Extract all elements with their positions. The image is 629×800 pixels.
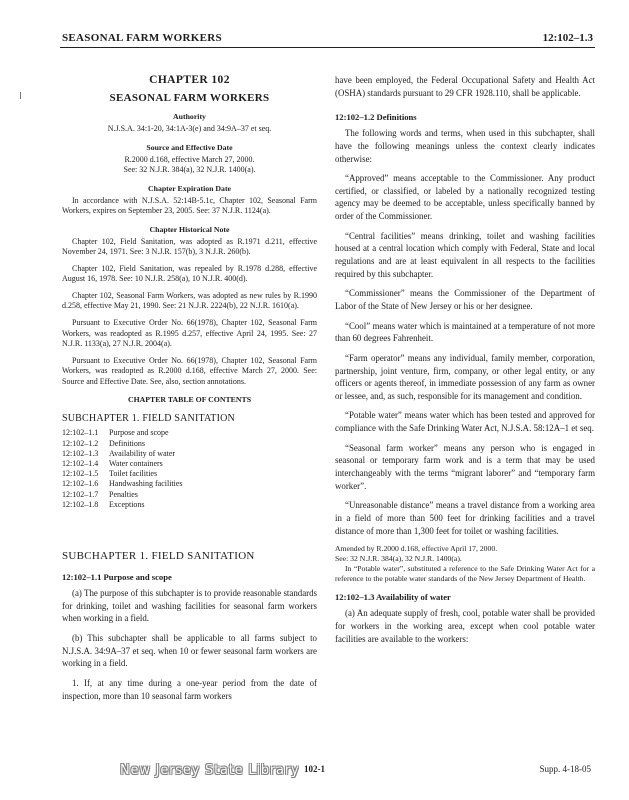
section-1-1-a: (a) The purpose of this subchapter is to provide reasonable standards for drinking, toilet and washing facilities for seasonal farm workers when working in a field. (62, 588, 317, 624)
definition-farm-operator: “Farm operator” means any individual, family member, corporation, partnership, joint venture, firm, company, or other legal entity, or any officers or agents thereof, in immediate possession of any farm as owner or lessee, and, as such, responsible for its management and condition. (335, 352, 595, 401)
history-heading: Chapter Historical Note (149, 224, 230, 234)
continued-text: have been employed, the Federal Occupational Safety and Health Act (OSHA) standards pursuant to 29 CFR 1928.110, shall be applicable. (335, 75, 595, 98)
history-note-5: Pursuant to Executive Order No. 66(1978), Chapter 102, Seasonal Farm Workers, was readopted as R.2000 d.168, effective March 27, 2000. See: Source and Effective Date. See, also, section annotations. (62, 355, 317, 386)
amendment-note-2: See: 32 N.J.R. 384(a), 32 N.J.R. 1400(a). (335, 554, 462, 564)
source-line-2: See: 32 N.J.R. 384(a), 32 N.J.R. 1400(a). (123, 165, 256, 175)
history-note-2: Chapter 102, Field Sanitation, was repealed by R.1978 d.288, effective August 16, 1978. See: 10 N.J.R. 258(a), 10 N.J.R. 400(d). (62, 263, 317, 284)
chapter-number: CHAPTER 102 (149, 74, 230, 86)
source-heading: Source and Effective Date (146, 142, 233, 152)
chapter-title: SEASONAL FARM WORKERS (109, 92, 270, 104)
toc-subchapter: SUBCHAPTER 1. FIELD SANITATION (62, 413, 235, 425)
definition-central-facilities: “Central facilities” means drinking, toilet and washing facilities housed at a central location which comply with Federal, State and local regulations and are at least equivalent in all respects to the facilities required by this subchapter. (335, 230, 595, 279)
section-heading-1-3: 12:102–1.3 Availability of water (335, 592, 451, 603)
definition-cool: “Cool” means water which is maintained at a temperature of not more than 60 degrees Fahrenheit. (335, 320, 595, 344)
definition-potable-water: “Potable water” means water which has been tested and approved for compliance with the Safe Drinking Water Act, N.J.S.A. 58:12A–1 et seq. (335, 410, 595, 434)
history-note-1: Chapter 102, Field Sanitation, was adopted as R.1971 d.211, effective November 24, 1971. See: 3 N.J.R. 157(b), 3 N.J.R. 260(b). (62, 236, 317, 257)
subchapter-heading: SUBCHAPTER 1. FIELD SANITATION (62, 550, 255, 563)
authority-heading: Authority (173, 112, 206, 121)
toc-entry[interactable]: 12:102–1.2 Definitions (62, 438, 145, 448)
left-column (62, 74, 317, 709)
right-column (335, 74, 595, 652)
toc-entry[interactable]: 12:102–1.4 Water containers (62, 459, 163, 468)
toc-entry[interactable]: 12:102–1.1 Purpose and scope (62, 428, 169, 438)
header-rule (60, 47, 595, 48)
margin-mark (20, 92, 21, 99)
toc-heading: CHAPTER TABLE OF CONTENTS (127, 395, 252, 405)
toc-entry[interactable]: 12:102–1.8 Exceptions (62, 499, 145, 509)
library-watermark: New Jersey State Library (120, 763, 300, 778)
section-heading-1-1: 12:102–1.1 Purpose and scope (62, 572, 172, 583)
definition-unreasonable-distance: “Unreasonable distance” means a travel distance from a working area in a field of more than 500 feet for drinking facilities and a travel distance of more than 1,300 feet for toilet or washing facilities. (335, 500, 595, 536)
toc-entry[interactable]: 12:102–1.6 Handwashing facilities (62, 479, 183, 489)
running-header-section: 12:102–1.3 (542, 32, 593, 44)
section-heading-1-2: 12:102–1.2 Definitions (335, 112, 417, 123)
definition-approved: “Approved” means acceptable to the Commissioner. Any product certified, or classified, or labeled by a nationally recognized testing agency may be deemed to be acceptable, unless specifically banned by order of the Commissioner. (335, 173, 595, 222)
toc-entry[interactable]: 12:102–1.7 Penalties (62, 489, 138, 499)
amendment-note-3: In “Potable water”, substituted a reference to the Safe Drinking Water Act for a reference to the potable water standards of the New Jersey Department of Health. (335, 564, 595, 584)
expiration-heading: Chapter Expiration Date (147, 183, 232, 193)
section-1-3-a: (a) An adequate supply of fresh, cool, potable water shall be provided for workers in the working area, except when cool potable water facilities are available to the workers: (335, 608, 595, 644)
source-line-1: R.2000 d.168, effective March 27, 2000. (124, 154, 255, 164)
section-1-1-b: (b) This subchapter shall be applicable to all farms subject to N.J.S.A. 34:9A–37 et seq. when 10 or fewer seasonal farm workers are working in a field. (62, 633, 317, 669)
supplement-date: Supp. 4-18-05 (539, 764, 591, 774)
running-header-title: SEASONAL FARM WORKERS (62, 32, 222, 44)
definitions-intro: The following words and terms, when used in this subchapter, shall have the following meanings unless the context clearly indicates otherwise: (335, 128, 595, 164)
definition-seasonal-farm-worker: “Seasonal farm worker” means any person who is engaged in seasonal or temporary farm work and is a term that may be used interchangeably with the terms “migrant laborer” and “temporary farm worker”. (335, 442, 595, 491)
definition-commissioner: “Commissioner” means the Commissioner of the Department of Labor of the State of New Jersey or his or her designee. (335, 288, 595, 311)
authority-text: N.J.S.A. 34:1-20, 34:1A-3(e) and 34:9A–37 et seq. (107, 124, 272, 133)
history-note-4: Pursuant to Executive Order No. 66(1978), Chapter 102, Seasonal Farm Workers, was readopted as R.1995 d.257, effective April 24, 1995. See: 27 N.J.R. 1133(a), 27 N.J.R. 2004(a). (62, 318, 317, 349)
toc-list (62, 428, 317, 510)
amendment-note-1: Amended by R.2000 d.168, effective April 17, 2000. (335, 544, 498, 554)
toc-entry[interactable]: 12:102–1.5 Toilet facilities (62, 469, 158, 479)
expiration-text: In accordance with N.J.S.A. 52:14B-5.1c, Chapter 102, Seasonal Farm Workers, expires on September 23, 2005. See: 37 N.J.R. 1124(a). (62, 195, 317, 216)
history-note-3: Chapter 102, Seasonal Farm Workers, was adopted as new rules by R.1990 d.258, effective May 21, 1990. See: 21 N.J.R. 2224(b), 22 N.J.R. 1610(a). (62, 290, 317, 311)
section-1-1-b-1: 1. If, at any time during a one-year period from the date of inspection, more than 10 seasonal farm workers (62, 678, 317, 701)
page-number: 102-1 (304, 764, 325, 774)
toc-entry[interactable]: 12:102–1.3 Availability of water (62, 448, 176, 458)
